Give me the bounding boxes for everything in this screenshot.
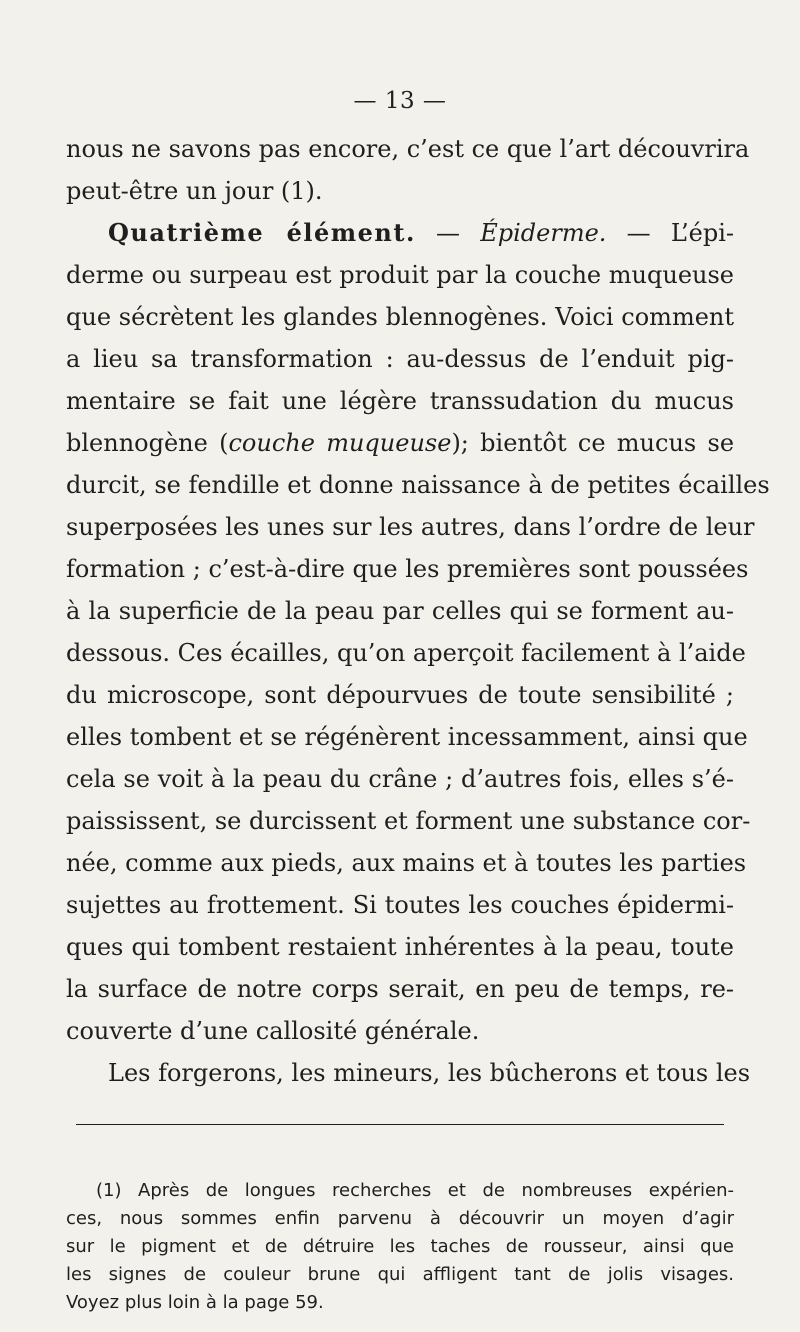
italic-line-before: blennogène ( xyxy=(66,429,229,457)
footnote xyxy=(66,1177,734,1317)
text-line: derme ou surpeau est produit par la couche muqueuse xyxy=(66,261,734,289)
text-line: nous ne savons pas encore, c’est ce que l’art découvrira xyxy=(66,135,750,163)
text-line: durcit, se fendille et donne naissance à de petites écailles xyxy=(66,471,770,499)
section-heading-line xyxy=(66,212,734,254)
heading-term: Épiderme. xyxy=(480,219,607,247)
italic-term: couche muqueuse xyxy=(228,429,452,457)
paragraph-1 xyxy=(66,128,750,212)
text-line: cela se voit à la peau du crâne ; d’autres fois, elles s’é- xyxy=(66,765,734,793)
text-line: que sécrètent les glandes blennogènes. Voici comment xyxy=(66,303,734,331)
paragraph-3 xyxy=(66,1052,751,1094)
text-line-with-italic xyxy=(66,422,734,464)
heading-tail: — L’épi- xyxy=(606,219,734,247)
footnote-line: les signes de couleur brune qui affligent tant de jolis visages. xyxy=(66,1264,734,1285)
text-line: à la superficie de la peau par celles qui se forment au- xyxy=(66,597,734,625)
italic-line-after: ); bientôt ce mucus se xyxy=(451,429,735,457)
text-line: mentaire se fait une légère transsudation du mucus xyxy=(66,387,734,415)
page-number: — 13 — xyxy=(353,88,447,114)
footnote-divider xyxy=(76,1124,724,1125)
text-line: peut-être un jour (1). xyxy=(66,177,323,205)
section-label: Quatrième élément. xyxy=(108,218,416,247)
text-line: elles tombent et se régénèrent incessamment, ainsi que xyxy=(66,723,748,751)
text-line: superposées les unes sur les autres, dans l’ordre de leur xyxy=(66,513,755,541)
text-line: a lieu sa transformation : au-dessus de l’enduit pig- xyxy=(66,345,734,373)
footnote-line: sur le pigment et de détruire les taches de rousseur, ainsi que xyxy=(66,1236,734,1257)
footnote-line: ces, nous sommes enfin parvenu à découvrir un moyen d’agir xyxy=(66,1208,734,1229)
text-line: dessous. Ces écailles, qu’on aperçoit facilement à l’aide xyxy=(66,639,746,667)
text-line: née, comme aux pieds, aux mains et à toutes les parties xyxy=(66,849,747,877)
text-line: formation ; c’est-à-dire que les premières sont poussées xyxy=(66,555,749,583)
paragraph-2 xyxy=(66,212,770,1052)
text-line: paississent, se durcissent et forment une substance cor- xyxy=(66,807,751,835)
heading-separator: — xyxy=(415,219,481,247)
text-line: sujettes au frottement. Si toutes les couches épidermi- xyxy=(66,891,734,919)
text-line: couverte d’une callosité générale. xyxy=(66,1017,480,1045)
text-line: ques qui tombent restaient inhérentes à la peau, toute xyxy=(66,933,734,961)
footnote-line: Voyez plus loin à la page 59. xyxy=(66,1292,324,1313)
text-line: la surface de notre corps serait, en peu de temps, re- xyxy=(66,975,734,1003)
text-line: Les forgerons, les mineurs, les bûcherons et tous les xyxy=(108,1059,751,1087)
text-line: du microscope, sont dépourvues de toute sensibilité ; xyxy=(66,681,734,709)
footnote-line: (1) Après de longues recherches et de nombreuses expérien- xyxy=(96,1180,734,1201)
